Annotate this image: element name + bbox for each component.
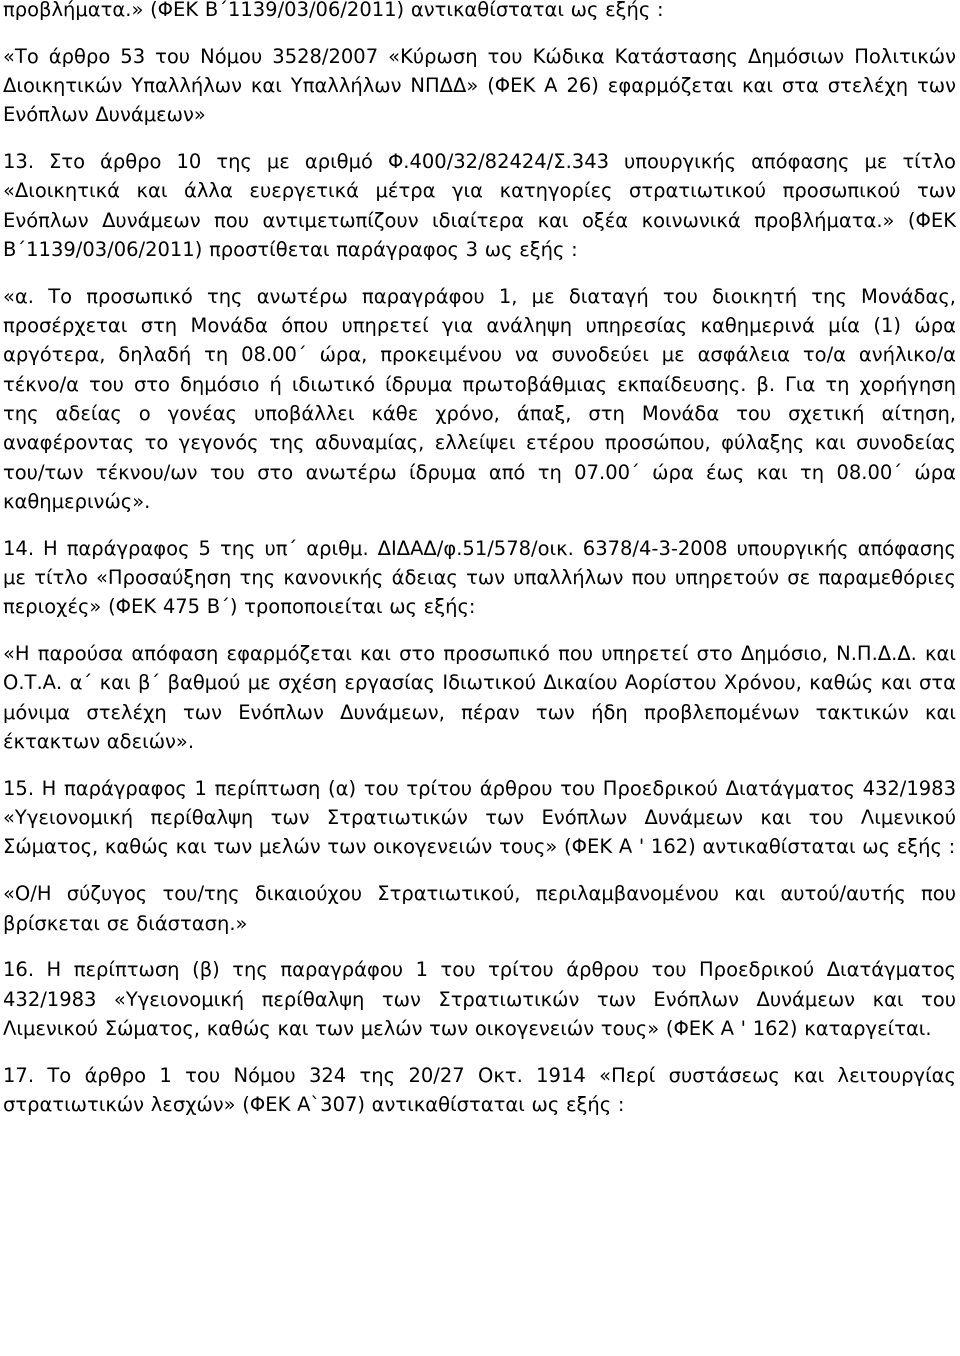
paragraph-10: 17. Το άρθρο 1 του Νόμου 324 της 20/27 Οκτ. 1914 «Περί συστάσεως και λειτουργίας στρατιωτικών λεσχών» (ΦΕΚ Α`307) αντικαθίσταται ως εξής : [3,1063,956,1116]
paragraph-7: 15. Η παράγραφος 1 περίπτωση (α) του τρίτου άρθρου του Προεδρικού Διατάγματος 432/1983 «Υγειονομική περίθαλψη των Στρατιωτικών των Ενόπλων Δυνάμεων και του Λιμενικού Σώματος, καθώς και των μελών των οικογενειών τους» (ΦΕΚ Α ' 162) αντικαθίσταται ως εξής : [3,776,956,859]
paragraph-9: 16. Η περίπτωση (β) της παραγράφου 1 του τρίτου άρθρου του Προεδρικού Διατάγματος 432/1983 «Υγειονομική περίθαλψη των Στρατιωτικών των Ενόπλων Δυνάμεων και του Λιμενικού Σώματος, καθώς και των μελών των οικογενειών τους» (ΦΕΚ Α ' 162) καταργείται. [3,958,956,1040]
paragraph-1: προβλήματα.» (ΦΕΚ Β΄1139/03/06/2011) αντικαθίσταται ως εξής : [3,0,664,21]
paragraph-5: 14. Η παράγραφος 5 της υπ΄ αριθμ. ΔΙΔΑΔ/φ.51/578/οικ. 6378/4-3-2008 υπουργικής απόφασης με τίτλο «Προσαύξηση της κανονικής άδειας των υπαλλήλων που υπηρετούν σε παραμεθόριες περιοχές» (ΦΕΚ 475 Β΄) τροποποιείται ως εξής: [3,536,956,619]
paragraph-6: «Η παρούσα απόφαση εφαρμόζεται και στο προσωπικό που υπηρετεί στο Δημόσιο, Ν.Π.Δ.Δ. και Ο.Τ.Α. α΄ και β΄ βαθμού με σχέση εργασίας Ιδιωτικού Δικαίου Αορίστου Χρόνου, καθώς και στα μόνιμα στελέχη των Ενόπλων Δυνάμεων, πέραν των ήδη προβλεπομένων τακτικών και έκτακτων αδειών». [3,642,956,754]
paragraph-3: 13. Στο άρθρο 10 της με αριθμό Φ.400/32/82424/Σ.343 υπουργικής απόφασης με τίτλο «Διοικητικά και άλλα ευεργετικά μέτρα για κατηγορίες στρατιωτικού προσωπικού των Ενόπλων Δυνάμεων που αντιμετωπίζουν ιδιαίτερα και οξέα κοινωνικά προβλήματα.» (ΦΕΚ Β΄1139/03/06/2011) προστίθεται παράγραφος 3 ως εξής : [3,150,956,262]
paragraph-4: «α. Το προσωπικό της ανωτέρω παραγράφου 1, με διαταγή του διοικητή της Μονάδας, προσέρχεται στη Μονάδα όπου υπηρετεί για ανάληψη υπηρεσίας καθημερινά μία (1) ώρα αργότερα, δηλαδή τη 08.00΄ ώρα, προκειμένου να συνοδεύει με ασφάλεια το/α ανήλικο/α τέκνο/α του στο δημόσιο ή ιδιωτικό ίδρυμα πρωτοβάθμιας εκπαίδευσης. β. Για τη χορήγηση της αδείας ο γονέας υποβάλλει κάθε χρόνο, άπαξ, στη Μονάδα του σχετική αίτηση, αναφέροντας το γεγονός της αδυναμίας, ελλείψει ετέρου προσώπου, φύλαξης και συνοδείας του/των τέκνου/ων του στο ανωτέρω ίδρυμα από τη 07.00΄ ώρα έως και τη 08.00΄ ώρα καθημερινώς». [3,284,956,513]
paragraph-2: «Το άρθρο 53 του Νόμου 3528/2007 «Κύρωση του Κώδικα Κατάστασης Δημόσιων Πολιτικών Διοικητικών Υπαλλήλων και Υπαλλήλων ΝΠΔΔ» (ΦΕΚ Α 26) εφαρμόζεται και στα στελέχη των Ενόπλων Δυνάμεων» [3,44,956,127]
paragraph-8: «Ο/Η σύζυγος του/της δικαιούχου Στρατιωτικού, περιλαμβανομένου και αυτού/αυτής που βρίσκεται σε διάσταση.» [3,882,956,935]
